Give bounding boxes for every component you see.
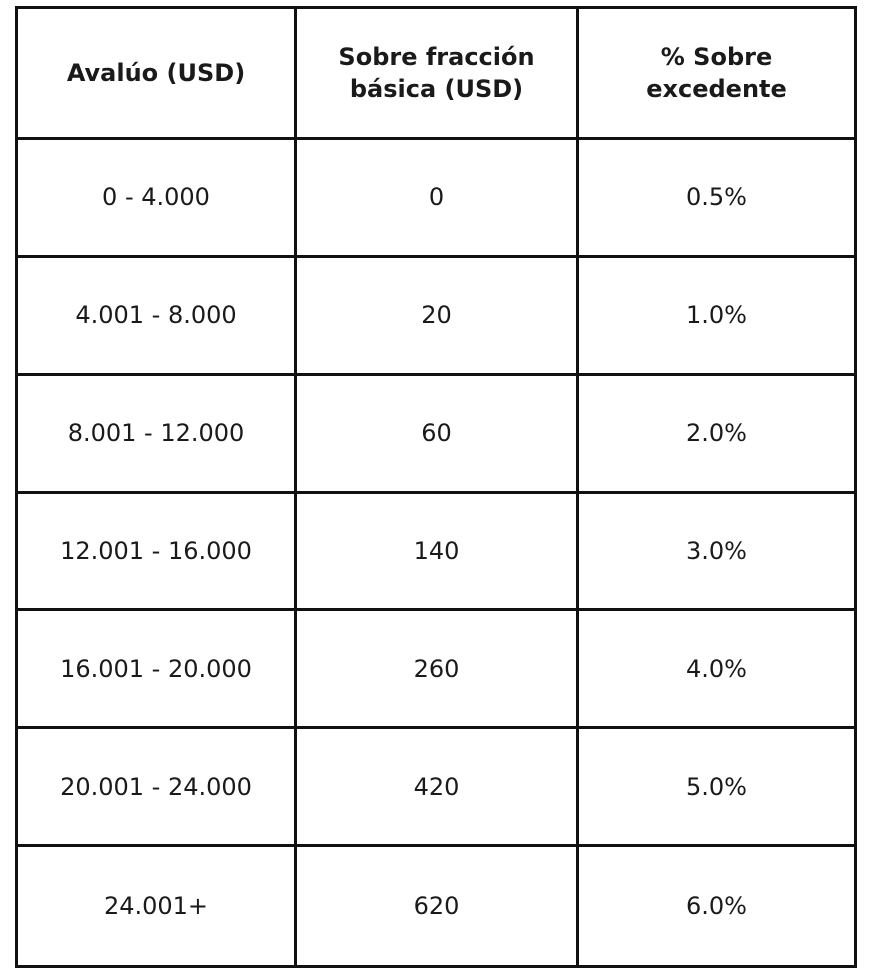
cell-avaluo: 20.001 - 24.000 — [18, 729, 297, 847]
cell-fraccion-basica: 620 — [297, 847, 579, 965]
cell-avaluo: 0 - 4.000 — [18, 140, 297, 258]
cell-excedente: 5.0% — [579, 729, 854, 847]
header-excedente: % Sobre excedente — [579, 9, 854, 140]
cell-fraccion-basica: 20 — [297, 258, 579, 376]
cell-fraccion-basica: 140 — [297, 494, 579, 612]
cell-excedente: 6.0% — [686, 892, 747, 921]
cell-avaluo: 4.001 - 8.000 — [18, 258, 297, 376]
cell-excedente: 0.5% — [579, 140, 854, 258]
cell-fraccion-basica: 260 — [297, 611, 579, 729]
cell-avaluo: 8.001 - 12.000 — [18, 376, 297, 494]
cell-avaluo: 12.001 - 16.000 — [18, 494, 297, 612]
cell-excedente: 2.0% — [579, 376, 854, 494]
header-fraccion-basica: Sobre fracción básica (USD) — [297, 9, 579, 140]
cell-excedente: 1.0% — [579, 258, 854, 376]
tax-rate-table — [15, 6, 857, 968]
cell-fraccion-basica: 420 — [297, 729, 579, 847]
cell-fraccion-basica: 0 — [297, 140, 579, 258]
cell-avaluo: 24.001+ — [18, 847, 297, 965]
cell-fraccion-basica: 60 — [297, 376, 579, 494]
cell-excedente: 3.0% — [579, 494, 854, 612]
header-avaluo: Avalúo (USD) — [18, 9, 297, 140]
cell-avaluo: 16.001 - 20.000 — [18, 611, 297, 729]
cell-excedente: 4.0% — [579, 611, 854, 729]
